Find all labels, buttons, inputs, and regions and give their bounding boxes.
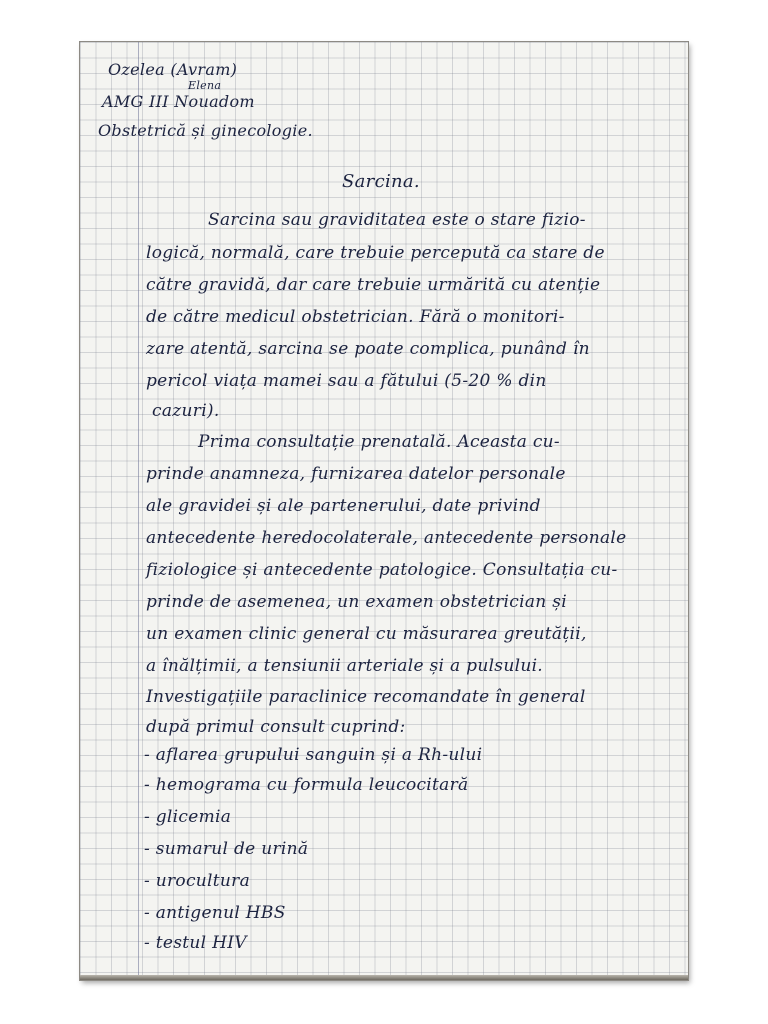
text-line: antecedente heredocolaterale, antecedente personale — [146, 528, 627, 548]
list-item: - sumarul de urină — [144, 839, 309, 859]
list-item: - testul HIV — [144, 933, 247, 953]
page-title: Sarcina. — [342, 171, 420, 192]
text-line: Prima consultație prenatală. Aceasta cu- — [198, 432, 560, 452]
margin-line — [138, 42, 139, 980]
text-line: de către medicul obstetrician. Fără o monitori- — [146, 307, 565, 327]
list-item: - urocultura — [144, 871, 251, 891]
text-line: a înălțimii, a tensiunii arteriale și a pulsului. — [146, 656, 544, 676]
text-line: cazuri). — [152, 401, 220, 421]
text-line: fiziologice și antecedente patologice. Consultația cu- — [146, 560, 618, 580]
list-item: - glicemia — [144, 807, 232, 827]
text-line: un examen clinic general cu măsurarea greutății, — [146, 624, 587, 644]
text-line: prinde de asemenea, un examen obstetrician și — [146, 592, 567, 612]
text-line: Sarcina sau graviditatea este o stare fizio- — [208, 210, 586, 230]
text-line: ale gravidei și ale partenerului, date privind — [146, 496, 541, 516]
text-line: logică, normală, care trebuie percepută ca stare de — [146, 243, 605, 263]
text-line: prinde anamneza, furnizarea datelor personale — [146, 464, 566, 484]
list-item: - aflarea grupului sanguin și a Rh-ului — [144, 745, 483, 765]
author-name: Ozelea (Avram) — [108, 60, 238, 79]
first-name-note: Elena — [188, 79, 222, 92]
text-line: Investigațiile paraclinice recomandate în general — [146, 687, 586, 707]
subject-line: Obstetrică și ginecologie. — [98, 121, 313, 140]
list-item: - antigenul HBS — [144, 903, 286, 923]
text-line: după primul consult cuprind: — [146, 717, 406, 737]
text-line: pericol viața mamei sau a fătului (5-20 % din — [146, 371, 547, 391]
notebook-sheet — [80, 42, 688, 980]
text-line: zare atentă, sarcina se poate complica, punând în — [146, 339, 590, 359]
list-item: - hemograma cu formula leucocitară — [144, 775, 469, 795]
class-line: AMG III Nouadom — [102, 92, 255, 111]
text-line: către gravidă, dar care trebuie urmărită cu atenție — [146, 275, 601, 295]
sheet-bottom-edge — [80, 975, 688, 980]
